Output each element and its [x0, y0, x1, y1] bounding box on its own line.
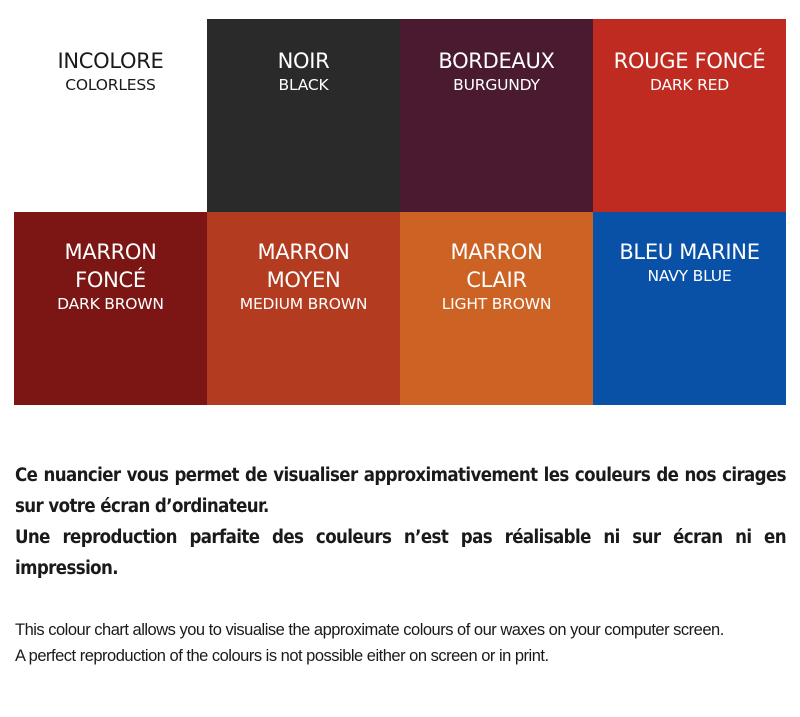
- notice-french: [15, 460, 786, 584]
- swatch-colorless: [14, 19, 207, 212]
- swatch-label-fr: MARRON MOYEN: [257, 240, 350, 292]
- swatch-medium-brown: [207, 212, 400, 405]
- swatch-label-fr: INCOLORE: [57, 49, 164, 73]
- swatch-label-fr: MARRON CLAIR: [450, 240, 543, 292]
- swatch-burgundy: [400, 19, 593, 212]
- swatch-label-fr: BORDEAUX: [438, 49, 555, 73]
- swatch-label-fr: NOIR: [277, 49, 330, 73]
- swatch-label-en: BLACK: [278, 76, 329, 94]
- swatch-label-en: MEDIUM BROWN: [239, 295, 368, 313]
- notice-fr-sentence1: Ce nuancier vous permet de visualiser approximativement les couleurs de nos cirages sur votre écran d’ordinateur.: [15, 465, 786, 517]
- swatch-label-fr: BLEU MARINE: [619, 240, 760, 264]
- colour-chart: [14, 19, 786, 405]
- swatch-black: [207, 19, 400, 212]
- swatch-dark-brown: [14, 212, 207, 405]
- notice-en-sentence2: A perfect reproduction of the colours is not possible either on screen or in print.: [15, 647, 549, 665]
- swatch-label-en: DARK RED: [649, 76, 730, 94]
- swatch-label-en: LIGHT BROWN: [441, 295, 552, 313]
- swatch-navy-blue: [593, 212, 786, 405]
- swatch-label-en: DARK BROWN: [57, 295, 164, 313]
- swatch-dark-red: [593, 19, 786, 212]
- swatch-label-en: NAVY BLUE: [647, 267, 732, 285]
- swatch-label-en: BURGUNDY: [453, 76, 540, 94]
- swatch-light-brown: [400, 212, 593, 405]
- swatch-label-fr: MARRON FONCÉ: [64, 240, 157, 292]
- notice-en-sentence1: This colour chart allows you to visualise the approximate colours of our waxes on your computer screen.: [15, 621, 724, 639]
- swatch-label-fr: ROUGE FONCÉ: [613, 49, 766, 73]
- swatch-label-en: COLORLESS: [65, 76, 156, 94]
- notice-english: [15, 617, 786, 669]
- notice-fr-sentence2: Une reproduction parfaite des couleurs n’est pas réalisable ni sur écran ni en impression.: [15, 527, 786, 579]
